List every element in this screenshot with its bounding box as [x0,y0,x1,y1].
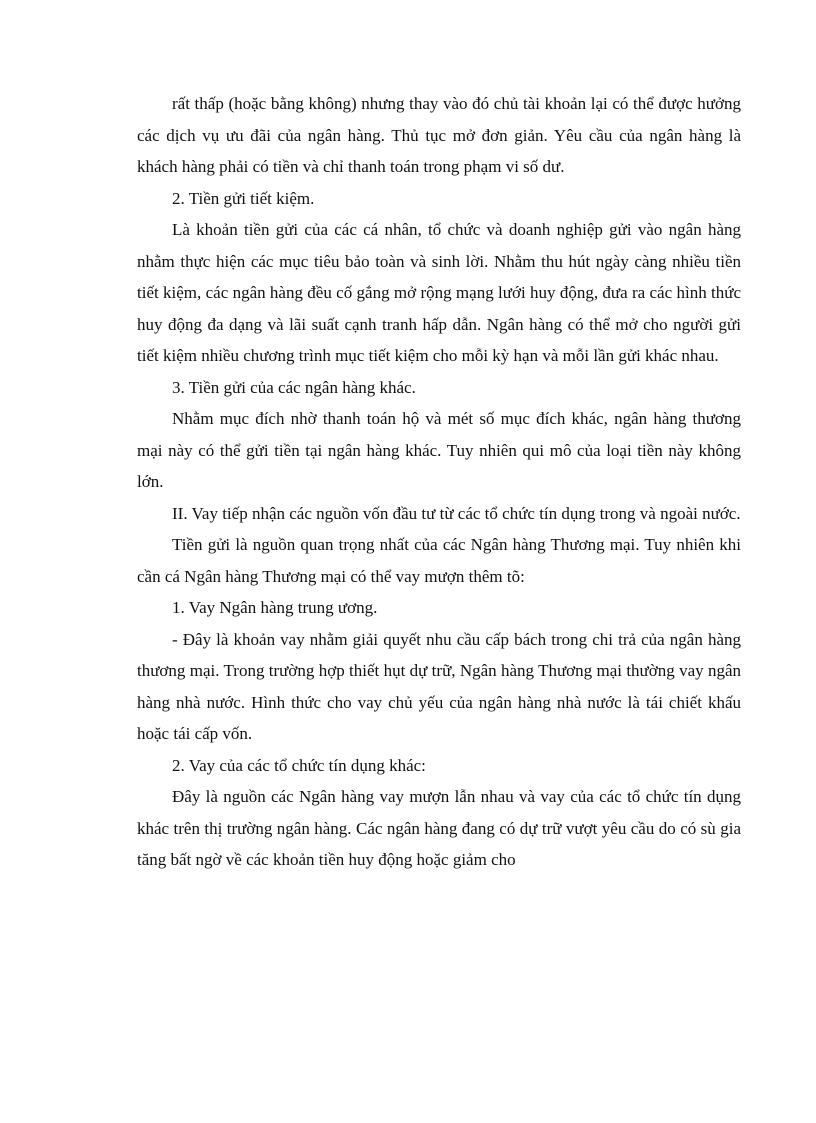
paragraph-deposits-importance: Tiền gửi là nguồn quan trọng nhất của các Ngân hàng Thương mại. Tuy nhiên khi cần cá Ngân hàng Thương mại có thể vay mượn thêm tõ: [137,535,741,586]
paragraph-other-credit-institutions: Đây là nguồn các Ngân hàng vay mượn lẫn nhau và vay của các tổ chức tín dụng khác trên thị trường ngân hàng. Các ngân hàng đang có dự trữ vượt yêu cầu do có sù gia tăng bất ngờ về các khoản tiền huy động hoặc giảm cho [137,787,741,869]
paragraph-central-bank-loans: - Đây là khoản vay nhằm giải quyết nhu cầu cấp bách trong chi trả của ngân hàng thương mại. Trong trường hợp thiết hụt dự trữ, Ngân hàng Thương mại thường vay ngân hàng nhà nước. Hình thức cho vay chủ yếu của ngân hàng nhà nước là tái chiết khấu hoặc tái cấp vốn. [137,629,741,743]
heading-interbank-deposits: 3. Tiền gửi của các ngân hàng khác. [172,377,416,397]
heading-savings-deposits: 2. Tiền gửi tiết kiệm. [172,188,315,208]
document-page [137,88,741,876]
paragraph-savings-deposits: Là khoản tiền gửi của các cá nhân, tổ chức và doanh nghiệp gửi vào ngân hàng nhằm thực hiện các mục tiêu bảo toàn và sinh lời. Nhằm thu hút ngày càng nhiều tiền tiết kiệm, các ngân hàng đều cố gắng mở rộng mạng lưới huy động, đưa ra các hình thức huy động đa dạng và lãi suất cạnh tranh hấp dẫn. Ngân hàng có thể mở cho người gửi tiết kiệm nhiều chương trình mục tiết kiệm cho mỗi kỳ hạn và mỗi lần gửi khác nhau. [137,220,741,365]
paragraph-interbank-deposits: Nhằm mục đích nhờ thanh toán hộ và mét số mục đích khác, ngân hàng thương mại này có thể gửi tiền tại ngân hàng khác. Tuy nhiên qui mô của loại tiền này không lớn. [137,409,741,491]
heading-central-bank-loans: 1. Vay Ngân hàng trung ương. [172,598,378,617]
paragraph-continuation: rất thấp (hoặc bằng không) nhưng thay vào đó chủ tài khoản lại có thể được hưởng các dịch vụ ưu đãi của ngân hàng. Thủ tục mở đơn giản. Yêu cầu của ngân hàng là khách hàng phải có tiền và chỉ thanh toán trong phạm vi số dư. [137,94,741,176]
heading-section-ii: II. Vay tiếp nhận các nguồn vốn đầu tư từ các tổ chức tín dụng trong và ngoài nước. [172,503,741,523]
heading-other-credit-institutions: 2. Vay của các tổ chức tín dụng khác: [172,755,426,775]
